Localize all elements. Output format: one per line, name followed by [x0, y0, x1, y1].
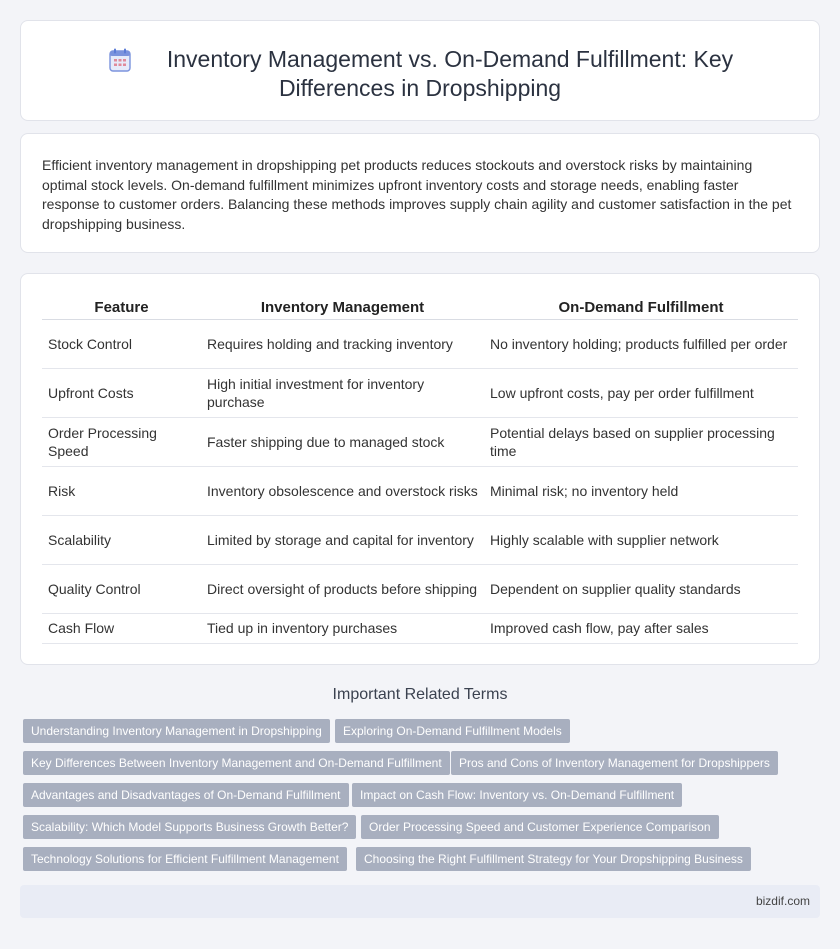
table-cell: Potential delays based on supplier processing time	[484, 417, 798, 466]
intro-card	[20, 133, 820, 253]
title-card	[20, 20, 820, 121]
comparison-table	[42, 296, 798, 644]
related-term-tag[interactable]: Order Processing Speed and Customer Experience Comparison	[361, 815, 719, 839]
comparison-table-card	[20, 273, 820, 665]
related-term-tag[interactable]: Scalability: Which Model Supports Business Growth Better?	[23, 815, 356, 839]
page-title-line-2: Differences in Dropshipping	[278, 75, 562, 101]
table-cell: Risk	[42, 466, 201, 515]
table-cell: High initial investment for inventory purchase	[201, 368, 484, 417]
table-cell: Stock Control	[42, 319, 201, 368]
table-cell: Low upfront costs, pay per order fulfillment	[484, 368, 798, 417]
table-cell: Minimal risk; no inventory held	[484, 466, 798, 515]
table-row	[42, 417, 798, 466]
table-cell: Inventory obsolescence and overstock risks	[201, 466, 484, 515]
table-row	[42, 564, 798, 613]
table-row	[42, 319, 798, 368]
header-inventory-management: Inventory Management	[201, 296, 484, 319]
table-cell: Dependent on supplier quality standards	[484, 564, 798, 613]
header-on-demand-fulfillment: On-Demand Fulfillment	[484, 296, 798, 319]
page-title	[21, 45, 819, 103]
page-title-line-1: Inventory Management vs. On-Demand Fulfillment: Key	[166, 46, 734, 72]
related-term-tag[interactable]: Advantages and Disadvantages of On-Demand Fulfillment	[23, 783, 349, 807]
footer-site-link[interactable]: bizdif.com	[755, 894, 810, 908]
table-row	[42, 466, 798, 515]
related-terms-heading: Important Related Terms	[332, 686, 508, 703]
table-cell: Upfront Costs	[42, 368, 201, 417]
related-term-tag[interactable]: Choosing the Right Fulfillment Strategy for Your Dropshipping Business	[356, 847, 751, 871]
table-row	[42, 368, 798, 417]
table-cell: Direct oversight of products before shipping	[201, 564, 484, 613]
table-cell: Order Processing Speed	[42, 417, 201, 466]
table-row	[42, 515, 798, 564]
table-cell: Faster shipping due to managed stock	[201, 417, 484, 466]
table-cell: Cash Flow	[42, 613, 201, 643]
table-cell: Quality Control	[42, 564, 201, 613]
table-row	[42, 613, 798, 643]
header-feature: Feature	[42, 296, 201, 319]
intro-paragraph: Efficient inventory management in dropshipping pet products reduces stockouts and overstock risks by maintaining optimal stock levels. On-demand fulfillment minimizes upfront inventory costs and storage needs, enabling faster response to customer orders. Balancing these methods improves supply chain agility and customer satisfaction in the pet dropshipping business.	[42, 157, 792, 232]
table-cell: No inventory holding; products fulfilled per order	[484, 319, 798, 368]
footer-bar	[20, 885, 820, 918]
table-cell: Limited by storage and capital for inventory	[201, 515, 484, 564]
table-cell: Highly scalable with supplier network	[484, 515, 798, 564]
table-cell: Improved cash flow, pay after sales	[484, 613, 798, 643]
table-cell: Tied up in inventory purchases	[201, 613, 484, 643]
related-term-tag[interactable]: Key Differences Between Inventory Management and On-Demand Fulfillment	[23, 751, 450, 775]
related-term-tag[interactable]: Exploring On-Demand Fulfillment Models	[335, 719, 570, 743]
related-term-tag[interactable]: Pros and Cons of Inventory Management for Dropshippers	[451, 751, 778, 775]
related-term-tag[interactable]: Impact on Cash Flow: Inventory vs. On-Demand Fulfillment	[352, 783, 682, 807]
table-cell: Scalability	[42, 515, 201, 564]
table-cell: Requires holding and tracking inventory	[201, 319, 484, 368]
related-term-tag[interactable]: Understanding Inventory Management in Dropshipping	[23, 719, 330, 743]
table-header-row	[42, 296, 798, 319]
related-term-tag[interactable]: Technology Solutions for Efficient Fulfillment Management	[23, 847, 347, 871]
